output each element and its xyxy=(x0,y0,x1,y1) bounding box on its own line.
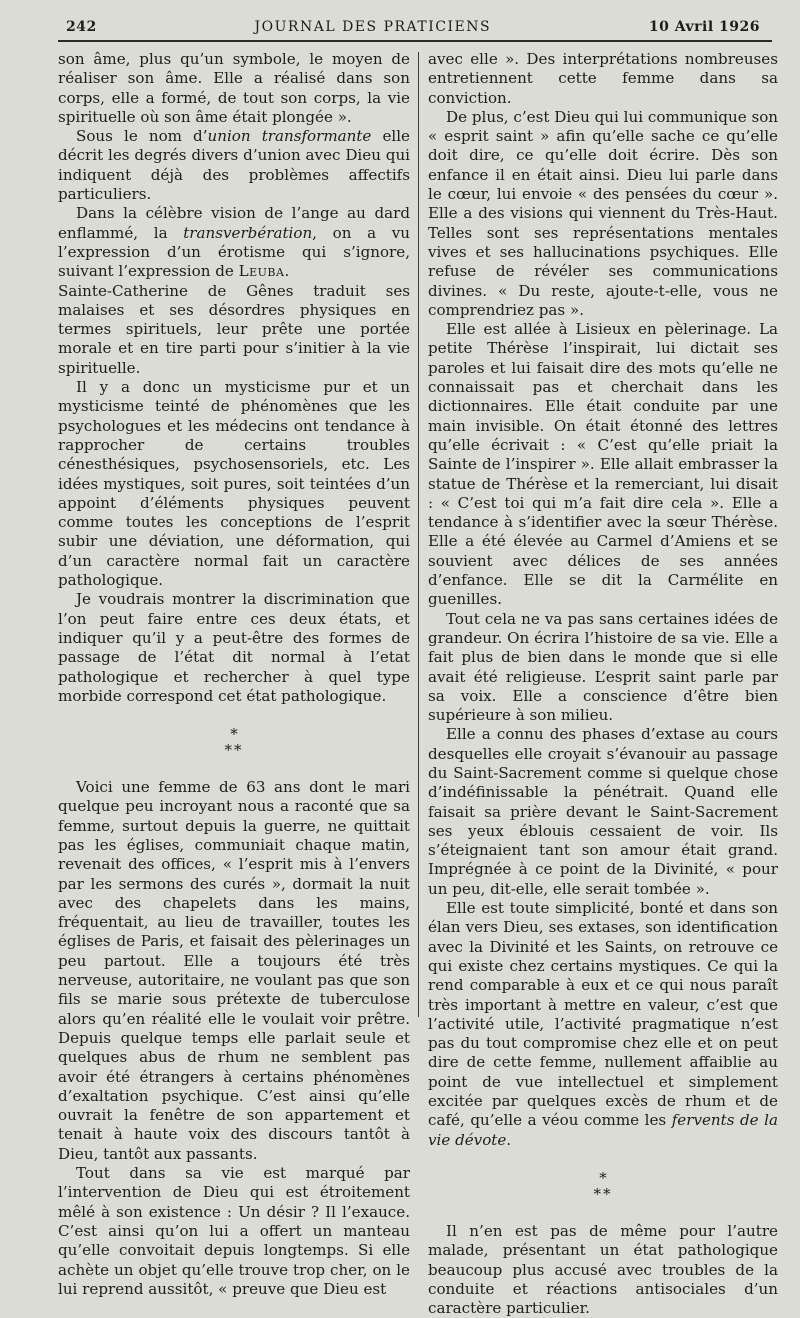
paragraph: Elle a connu des phases d’extase au cours desquelles elle croyait s’évanouir au passage du Saint-Sacrement comme si quelque chose d’indéfinissable la pénétrait. Quand elle faisait sa prière devant le Saint-Sacrement ses yeux éblouis cessaient de voir. Ils s’éteignaient tant son amour était grand. Imprégnée à ce point de la Divinité, « pour un peu, dit-elle, elle serait tombée ». xyxy=(428,725,778,898)
paragraph: Sous le nom d’union transformante elle décrit les degrés divers d’union avec Dieu qui indiquent déjà des problèmes affectifs particuliers. xyxy=(58,127,410,204)
column-divider xyxy=(418,52,419,1017)
paragraph: Je voudrais montrer la discrimination que l’on peut faire entre ces deux états, et indiquer qu’il y a peut-être des formes de passage de l’état dit normal à l’etat pathologique et rechercher à quel type morbide correspond cet état pathologique. xyxy=(58,590,410,705)
page-number: 242 xyxy=(66,19,97,35)
paragraph: Elle est allée à Lisieux en pèlerinage. La petite Thérèse l’inspirait, lui dictait ses paroles et lui faisait dire des mots qu’elle ne connaissait pas et cherchait dans les dictionnaires. Elle était conduite par une main invisible. On était étonné des lettres qu’elle écrivait : « C’est qu’elle priait la Sainte de l’inspirer ». Elle allait embrasser la statue de Thérèse et la remerciant, lui disait : « C’est toi qui m’a fait dire cela ». Elle a tendance à s’identifier avec la sœur Thérèse. Elle a été élevée au Carmel d’Amiens et se souvient avec délices de ses années d’enfance. Elle se dit la Carmélite en guenilles. xyxy=(428,320,778,609)
paragraph: Elle est toute simplicité, bonté et dans son élan vers Dieu, ses extases, son identification avec la Divinité et les Saints, on retrouve ce qui existe chez certains mystiques. Ce qui la rend comparable à eux et ce qui nous paraît très important à mettre en valeur, c’est que l’activité utile, l’activité pragmatique n’est pas du tout compromise chez elle et on peut dire de cette femme, nullement affaiblie au point de vue intellectuel et simplement excitée par quelques excès de rhum et de café, qu’elle a véou comme les fervents de la vie dévote. xyxy=(428,899,778,1149)
paragraph: son âme, plus qu’un symbole, le moyen de réaliser son âme. Elle a réalisé dans son corps, elle a formé, de tout son corps, la vie spirituelle où son âme était plongée ». xyxy=(58,50,410,126)
running-header xyxy=(66,14,760,40)
paragraph: De plus, c’est Dieu qui lui communique son « esprit saint » afin qu’elle sache ce qu’elle doit dire, ce qu’elle doit écrire. Dès son enfance il en était ainsi. Dieu lui parle dans le cœur, lui envoie « des pensées du cœur ». Elle a des visions qui viennent du Très-Haut. Telles sont ses représentations mentales vives et ses hallucinations psychiques. Elle refuse de révéler ses communications divines. « Du reste, ajoute-t-elle, vous ne comprendriez pas ». xyxy=(428,107,778,319)
paragraph: Tout dans sa vie est marqué par l’intervention de Dieu qui est étroitement mêlé à son existence : Un désir ? Il l’exauce. C’est ainsi qu’on lui a offert un manteau qu’elle convoitait depuis longtemps. Si elle achète un objet qu’elle trouve trop cher, on le lui reprend aussitôt, « preuve que Dieu est xyxy=(58,1164,410,1298)
paragraph: avec elle ». Des interprétations nombreuses entretiennent cette femme dans sa conviction. xyxy=(428,50,778,107)
header-rule xyxy=(58,40,772,42)
journal-title: JOURNAL DES PRATICIENS xyxy=(254,19,492,35)
paragraph: Dans la célèbre vision de l’ange au dard enflammé, la transverbération, on a vu l’expression d’un érotisme qui s’ignore, suivant l’expression de Leuba. xyxy=(58,204,411,281)
issue-date: 10 Avril 1926 xyxy=(648,19,760,35)
section-separator: * ** xyxy=(593,1168,613,1203)
left-column xyxy=(58,50,410,1299)
paragraph: Sainte-Catherine de Gênes traduit ses malaises et ses désordres physiques en termes spirituels, leur prête une portée morale et en tire parti pour s’initier à la vie spirituelle. xyxy=(58,281,410,377)
section-separator: * ** xyxy=(224,725,244,760)
paragraph: Tout cela ne va pas sans certaines idées de grandeur. On écrira l’histoire de sa vie. Elle a fait plus de bien dans le monde que si elle avait été religieuse. L’esprit saint parle par sa voix. Elle a conscience d’être bien supérieure à son milieu. xyxy=(428,609,778,725)
paragraph: Il y a donc un mysticisme pur et un mysticisme teinté de phénomènes que les psychologues et les médecins ont tendance à rapprocher de certains troubles cénesthésiques, psychosensoriels, etc. Les idées mystiques, soit pures, soit teintées d’un appoint d’éléments physiques peuvent comme toutes les conceptions de l’esprit subir une déviation, une déformation, qui d’un caractère normal fait un caractère pathologique. xyxy=(58,378,410,590)
paragraph: Il n’en est pas de même pour l’autre malade, présentant un état pathologique beaucoup plus accusé avec troubles de la conduite et réactions antisociales d’un caractère particulier. xyxy=(428,1221,778,1318)
right-column xyxy=(428,50,778,1318)
paragraph: Voici une femme de 63 ans dont le mari quelque peu incroyant nous a raconté que sa femme, surtout depuis la guerre, ne quittait pas les églises, communiait chaque matin, revenait des offices, « l’esprit mis à l’envers par les sermons des curés », dormait la nuit avec des chapelets dans les mains, fréquentait, au lieu de travailler, toutes les églises de Paris, et faisait des pèlerinages un peu partout. Elle a toujours été très nerveuse, autoritaire, ne voulant pas que son fils se marie sous prétexte de tuberculose alors qu’en réalité elle le voulait voir prêtre. Depuis quelque temps elle parlait seule et quelques abus de rhum ne semblent pas avoir été étrangers à certains phénomènes d’exaltation psychique. C’est ainsi qu’elle ouvrait la fenêtre de son appartement et tenait à haute voix des discours tantôt à Dieu, tantôt aux passants. xyxy=(58,778,410,1163)
